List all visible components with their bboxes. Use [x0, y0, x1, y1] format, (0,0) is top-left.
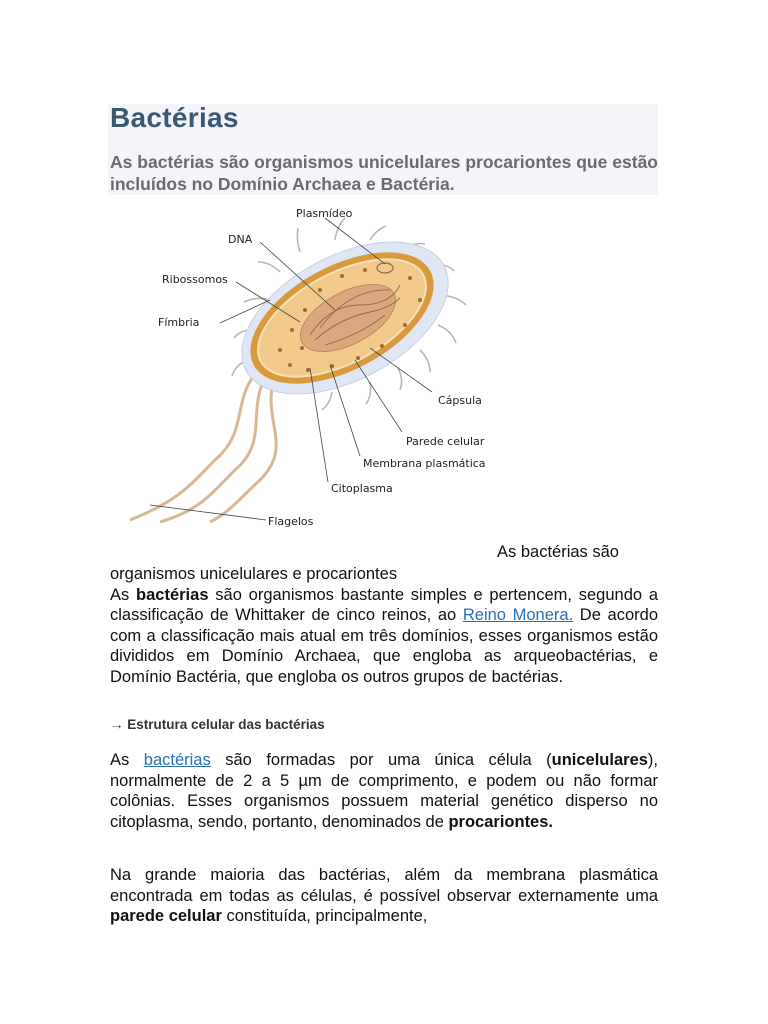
label-fimbria: Fímbria	[158, 316, 200, 329]
bold-unicelulares: unicelulares	[551, 751, 648, 769]
page-title: Bactérias	[110, 102, 239, 133]
bold-procariontes: procariontes.	[448, 812, 553, 831]
label-citoplasma: Citoplasma	[331, 482, 393, 495]
caption-line: organismos unicelulares e procariontes	[110, 565, 398, 583]
label-capsula: Cápsula	[438, 394, 482, 407]
label-flagelos: Flagelos	[268, 515, 314, 528]
page-subtitle: As bactérias são organismos unicelulares procariontes que estão incluídos no Domínio Archaea e Bactéria.	[110, 152, 658, 194]
section-heading: → Estrutura celular das bactérias	[110, 717, 325, 732]
paragraph-1: organismos unicelulares e procariontes As bactérias são organismos bastante simples e pertencem, segundo a classificação de Whittaker de cinco reinos, ao Reino Monera. De acordo com a classificação mais atual em três domínios, esses organismos estão divididos em Domínio Archaea, que engloba as arqueobactérias, e Domínio Bactéria, que engloba os outros grupos de bactérias.	[110, 565, 658, 686]
label-ribossomos: Ribossomos	[162, 273, 228, 286]
label-parede: Parede celular	[406, 435, 485, 448]
bold-parede-celular: parede celular	[110, 907, 222, 925]
flagella	[130, 368, 276, 522]
bold-bacterias: bactérias	[136, 585, 209, 604]
label-membrana: Membrana plasmática	[363, 457, 486, 470]
link-reino-monera[interactable]: Reino Monera.	[462, 606, 574, 624]
label-plasmideo: Plasmídeo	[296, 207, 353, 220]
label-dna: DNA	[228, 233, 253, 246]
caption-right: As bactérias são	[497, 543, 619, 561]
paragraph-3: Na grande maioria das bactérias, além da membrana plasmática encontrada em todas as células, é possível observar externamente uma parede celular constituída, principalmente,	[110, 866, 658, 925]
bacteria-diagram	[120, 200, 500, 535]
paragraph-2: As bactérias são formadas por uma única célula (unicelulares), normalmente de 2 a 5 µm de comprimento, e podem ou não formar colônias. Esses organismos possuem material genético disperso no citoplasma, sendo, portanto, denominados de procariontes.	[110, 751, 659, 831]
link-bacterias[interactable]: bactérias	[143, 751, 211, 769]
